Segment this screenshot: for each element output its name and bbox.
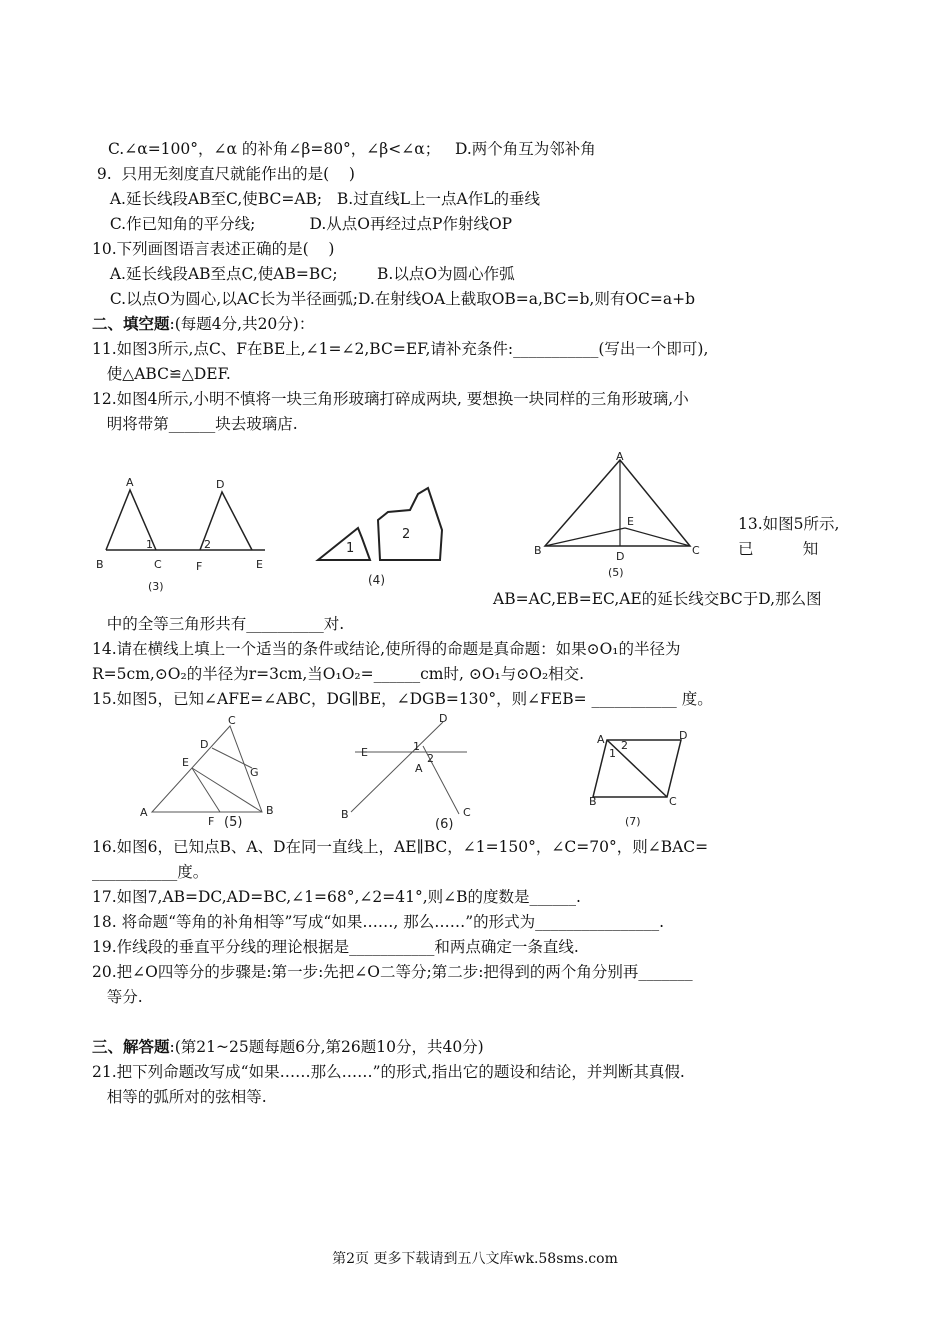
fig4-piece-1: 1 (346, 541, 355, 556)
section-2-heading (92, 314, 314, 334)
question-17: 17.如图7,AB=DC,AD=BC,∠1=68°,∠2=41°,则∠B的度数是______. (92, 888, 581, 906)
fig3-label-b: B (96, 558, 104, 571)
question-19: 19.作线段的垂直平分线的理论根据是___________和两点确定一条直线. (92, 938, 579, 956)
fig6-label-e: E (361, 746, 368, 759)
fig3-label-c: C (154, 558, 162, 571)
question-13: 13.如图5所示, (738, 515, 840, 533)
fig6-label-a: A (415, 762, 423, 775)
fig5-label-a: A (140, 806, 148, 819)
figure-5-triangle (530, 448, 710, 588)
fig5t-caption: (5) (608, 566, 624, 579)
section-3-heading (92, 1037, 484, 1057)
fig3-caption: (3) (148, 580, 164, 593)
fig5-caption: (5) (224, 815, 243, 830)
fig3-label-a: A (126, 476, 134, 489)
fig5t-label-a: A (616, 450, 624, 463)
question-9-options-ab: A.延长线段AB至C,使BC=AB; B.过直线L上一点A作L的垂线 (100, 190, 541, 208)
fig5-label-d: D (200, 738, 209, 751)
fig5t-label-e: E (627, 515, 634, 528)
question-15: 15.如图5，已知∠AFE=∠ABC，DG∥BE，∠DGB=130°，则∠FEB= ___________ 度。 (92, 690, 713, 708)
fig5t-label-c: C (692, 544, 700, 557)
fig7-label-d: D (679, 729, 688, 742)
question-10-options-ab: A.延长线段AB至点C,使AB=BC; B.以点O为圆心作弧 (100, 265, 515, 283)
fig7-label-a: A (597, 733, 605, 746)
question-12: 12.如图4所示,小明不慎将一块三角形玻璃打碎成两块, 要想换一块同样的三角形玻璃,小 (92, 390, 689, 408)
question-20: 20.把∠O四等分的步骤是:第一步:先把∠O二等分;第二步:把得到的两个角分别再_______ (92, 963, 693, 981)
question-21-proposition: 相等的弧所对的弦相等. (92, 1088, 267, 1106)
fig5t-label-d: D (616, 550, 625, 563)
figure-4 (310, 480, 470, 595)
fig5-label-b: B (266, 804, 274, 817)
section-2-title: 二、填空题 (92, 314, 170, 333)
fig3-label-f: F (196, 560, 203, 573)
question-12-cont: 明将带第______块去玻璃店. (92, 415, 298, 433)
question-9: 9. 只用无刻度直尺就能作出的是( ) (92, 165, 355, 183)
question-18: 18. 将命题“等角的补角相等”写成“如果……, 那么……”的形式为________________. (92, 913, 665, 931)
question-10-options-cd: C.以点O为圆心,以AC长为半径画弧;D.在射线OA上截取OB=a,BC=b,则有OC=a+b (100, 290, 696, 308)
fig5t-label-b: B (534, 544, 542, 557)
fig3-label-d: D (216, 478, 225, 491)
question-21: 21.把下列命题改写成“如果……那么……”的形式,指出它的题设和结论，并判断其真假. (92, 1063, 685, 1081)
section-2-note: :(每题4分,共20分)： (169, 315, 315, 333)
fig6-label-c: C (463, 806, 471, 819)
question-13-end: 中的全等三角形共有__________对. (92, 615, 345, 633)
fig3-label-e: E (256, 558, 263, 571)
fig6-angle-1: 1 (413, 740, 420, 753)
fig4-caption: (4) (368, 573, 385, 587)
fig6-label-d: D (439, 712, 448, 725)
fig7-label-c: C (669, 795, 677, 808)
question-10: 10.下列画图语言表述正确的是( ) (92, 240, 335, 258)
section-3-title: 三、解答题 (92, 1037, 170, 1056)
question-16: 16.如图6，已知点B、A、D在同一直线上，AE∥BC，∠1=150°，∠C=70°，则∠BAC= (92, 838, 709, 856)
question-9-options-cd: C.作已知角的平分线; D.从点O再经过点P作射线OP (100, 215, 513, 233)
fig7-label-b: B (589, 795, 597, 808)
figure-7 (585, 725, 705, 830)
figure-3 (90, 470, 280, 595)
line-option-c-d: C.∠α=100°，∠α 的补角∠β=80°，∠β<∠α； D.两个角互为邻补角 (108, 140, 596, 158)
question-14-cont: R=5cm,⊙O₂的半径为r=3cm,当O₁O₂=______cm时, ⊙O₁与⊙O₂相交. (92, 665, 585, 683)
question-13-cont: 已 知 (738, 540, 819, 558)
fig5-label-f: F (208, 815, 215, 828)
figure-5 (132, 710, 282, 835)
fig7-angle-2: 2 (621, 739, 628, 752)
fig6-caption: (6) (435, 817, 454, 832)
fig7-caption: (7) (625, 815, 641, 828)
fig7-angle-1: 1 (609, 747, 616, 760)
fig6-label-b: B (341, 808, 349, 821)
figure-6 (335, 712, 485, 837)
fig5-label-g: G (250, 766, 259, 779)
fig3-angle-2: 2 (204, 538, 211, 551)
fig4-piece-2: 2 (402, 527, 411, 542)
question-20-cont: 等分. (92, 988, 143, 1006)
question-16-cont: ___________度。 (92, 863, 209, 881)
fig5-label-e: E (182, 756, 189, 769)
page-footer: 第2页 更多下载请到五八文库wk.58sms.com (332, 1251, 618, 1267)
question-11-cont: 使△ABC≌△DEF. (92, 365, 231, 383)
question-11: 11.如图3所示,点C、F在BE上,∠1=∠2,BC=EF,请补充条件:___________(写出一个即可), (92, 340, 709, 358)
question-13-text: AB=AC,EB=EC,AE的延长线交BC于D,那么图 (493, 590, 822, 608)
section-3-note: :(第21~25题每题6分,第26题10分，共40分) (169, 1038, 484, 1056)
fig3-angle-1: 1 (146, 538, 153, 551)
fig6-angle-2: 2 (427, 752, 434, 765)
question-14: 14.请在横线上填上一个适当的条件或结论,使所得的命题是真命题：如果⊙O₁的半径为 (92, 640, 681, 658)
fig5-label-c: C (228, 714, 236, 727)
